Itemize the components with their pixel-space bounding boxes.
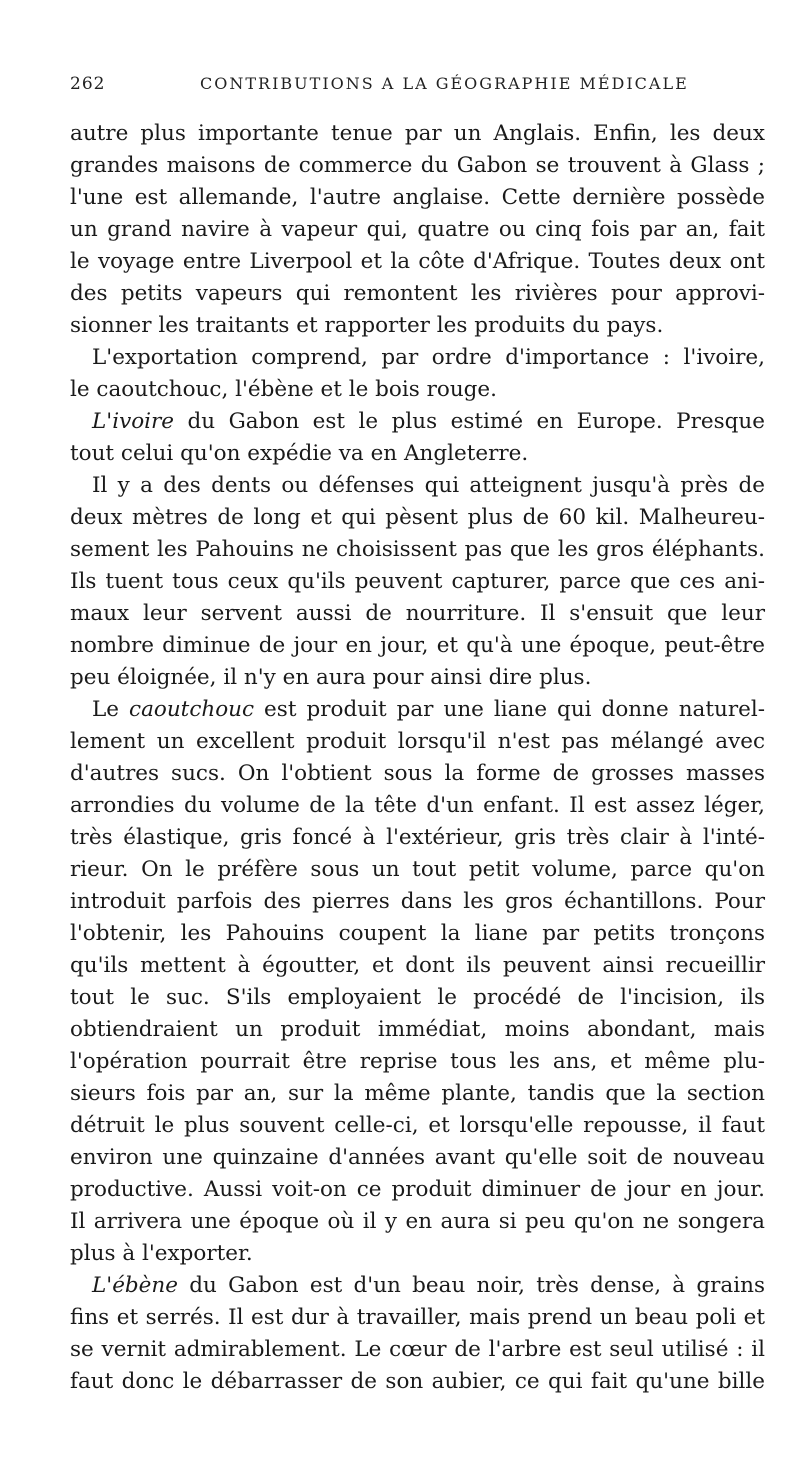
text-line: l'opération pourrait être reprise tous les ans, et même plu- bbox=[70, 1049, 765, 1074]
text-line: le voyage entre Liverpool et la côte d'Afrique. Toutes deux ont bbox=[70, 249, 765, 274]
text-line: autre plus importante tenue par un Anglais. Enfin, les deux bbox=[70, 121, 765, 146]
body-text bbox=[70, 118, 765, 1398]
text-line: obtiendraient un produit immédiat, moins abondant, mais bbox=[70, 1017, 765, 1042]
text-line: peu éloignée, il n'y en aura pour ainsi dire plus. bbox=[70, 665, 592, 690]
text-line: l'une est allemande, l'autre anglaise. Cette dernière possède bbox=[70, 185, 765, 210]
italic-term: caoutchouc bbox=[129, 697, 255, 722]
page-number: 262 bbox=[70, 74, 106, 94]
text-line: environ une quinzaine d'années avant qu'elle soit de nouveau bbox=[70, 1145, 765, 1170]
text-line: tout celui qu'on expédie va en Angleterre. bbox=[70, 441, 529, 466]
text-line: l'obtenir, les Pahouins coupent la liane par petits tronçons bbox=[70, 921, 765, 946]
text-line: des petits vapeurs qui remontent les rivières pour approvi- bbox=[70, 281, 765, 306]
running-head-title: CONTRIBUTIONS A LA GÉOGRAPHIE MÉDICALE bbox=[200, 74, 689, 93]
italic-term: L'ébène bbox=[92, 1273, 178, 1298]
text-line: faut donc le débarrasser de son aubier, ce qui fait qu'une bille bbox=[70, 1369, 765, 1394]
text-line: sement les Pahouins ne choisissent pas que les gros éléphants. bbox=[70, 537, 765, 562]
text-line: grandes maisons de commerce du Gabon se trouvent à Glass ; bbox=[70, 153, 765, 178]
italic-term: L'ivoire bbox=[92, 409, 175, 434]
text-line: sionner les traitants et rapporter les produits du pays. bbox=[70, 313, 664, 338]
text-line: Ils tuent tous ceux qu'ils peuvent capturer, parce que ces ani- bbox=[70, 569, 765, 594]
text-line: d'autres sucs. On l'obtient sous la forme de grosses masses bbox=[70, 761, 765, 786]
running-head bbox=[70, 74, 750, 100]
text-line: sieurs fois par an, sur la même plante, tandis que la section bbox=[70, 1081, 765, 1106]
text-line: maux leur servent aussi de nourriture. Il s'ensuit que leur bbox=[70, 601, 765, 626]
text-line: deux mètres de long et qui pèsent plus de 60 kil. Malheureu- bbox=[70, 505, 765, 530]
text-line: rieur. On le préfère sous un tout petit volume, parce qu'on bbox=[70, 857, 765, 882]
text-line: plus à l'exporter. bbox=[70, 1241, 253, 1266]
text-line: détruit le plus souvent celle-ci, et lorsqu'elle repousse, il faut bbox=[70, 1113, 765, 1138]
paragraph-start: Il y a des dents ou défenses qui atteignent jusqu'à près de bbox=[92, 473, 765, 498]
text-line: le caoutchouc, l'ébène et le bois rouge. bbox=[70, 377, 497, 402]
text-line: tout le suc. S'ils employaient le procédé de l'incision, ils bbox=[70, 985, 765, 1010]
text-line: productive. Aussi voit-on ce produit diminuer de jour en jour. bbox=[70, 1177, 765, 1202]
text-run: du Gabon est le plus estimé en Europe. Presque bbox=[174, 409, 765, 434]
text-line: se vernit admirablement. Le cœur de l'arbre est seul utilisé : il bbox=[70, 1337, 765, 1362]
paragraph-start bbox=[70, 694, 765, 726]
paragraph-start bbox=[70, 1270, 765, 1302]
text-run: Le bbox=[92, 697, 130, 722]
text-line: Il arrivera une époque où il y en aura si peu qu'on ne songera bbox=[70, 1209, 765, 1234]
text-line: qu'ils mettent à égoutter, et dont ils peuvent ainsi recueillir bbox=[70, 953, 765, 978]
text-run: est produit par une liane qui donne naturel- bbox=[254, 697, 765, 722]
text-line: lement un excellent produit lorsqu'il n'est pas mélangé avec bbox=[70, 729, 765, 754]
text-run: du Gabon est d'un beau noir, très dense, à grains bbox=[177, 1273, 765, 1298]
text-line: arrondies du volume de la tête d'un enfant. Il est assez léger, bbox=[70, 793, 765, 818]
text-line: un grand navire à vapeur qui, quatre ou cinq fois par an, fait bbox=[70, 217, 765, 242]
text-line: nombre diminue de jour en jour, et qu'à une époque, peut-être bbox=[70, 633, 765, 658]
text-line: fins et serrés. Il est dur à travailler, mais prend un beau poli et bbox=[70, 1305, 765, 1330]
text-line: très élastique, gris foncé à l'extérieur, gris très clair à l'inté- bbox=[70, 825, 765, 850]
paragraph-start: L'exportation comprend, par ordre d'importance : l'ivoire, bbox=[92, 345, 765, 370]
paragraph-start bbox=[70, 406, 765, 438]
text-line: introduit parfois des pierres dans les gros échantillons. Pour bbox=[70, 889, 765, 914]
